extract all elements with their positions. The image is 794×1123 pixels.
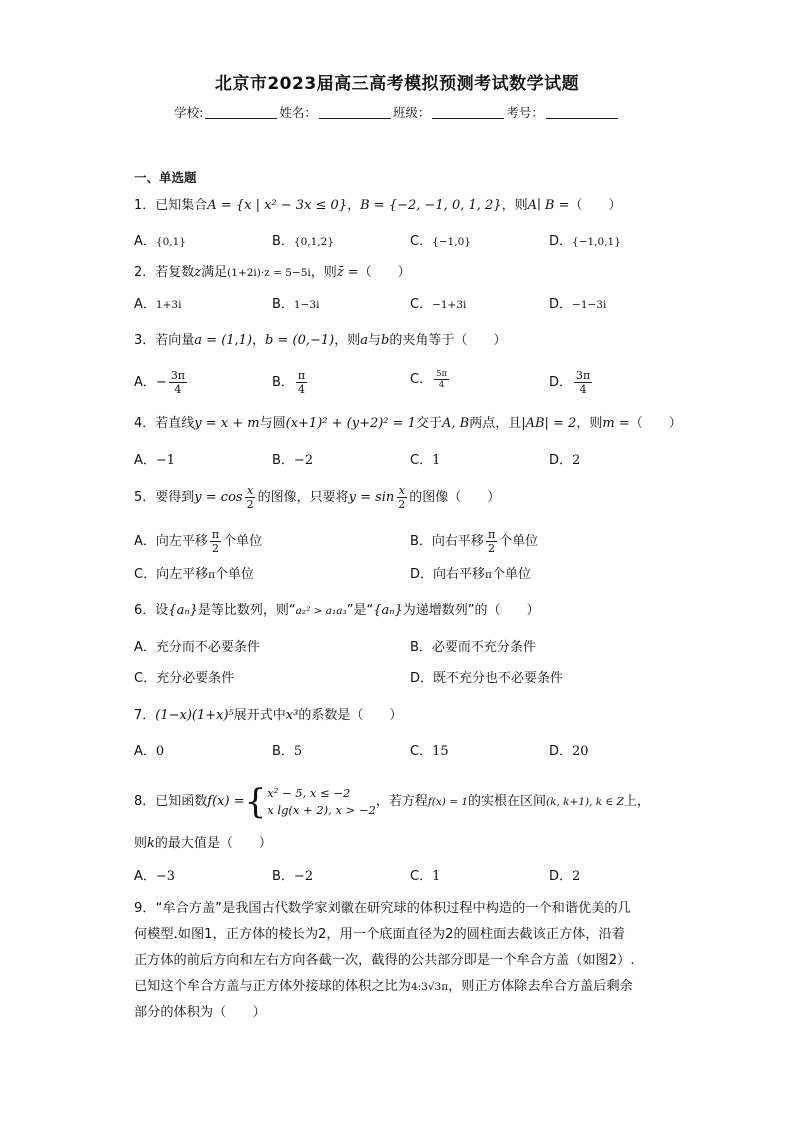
option-text: 个单位 (499, 534, 539, 549)
piecewise-brace (244, 781, 376, 822)
option-label: A． (134, 869, 156, 884)
question-number: 9． (134, 901, 156, 916)
fraction-denominator: 4 (174, 383, 182, 396)
option-text: 2 (572, 453, 581, 468)
question-text: ，则 (334, 333, 361, 348)
question-text: （ ） (358, 265, 411, 280)
option-label: A． (134, 640, 156, 655)
option-label: C． (134, 567, 157, 582)
question-text: ， (252, 333, 266, 348)
option-d (549, 742, 589, 762)
question-text: 若直线 (155, 416, 195, 431)
option-text: −1−3i (572, 299, 607, 311)
fraction (396, 484, 407, 511)
fraction-numerator: x (246, 484, 254, 497)
math-expression: (1−x)(1+x)⁵ (155, 708, 234, 723)
option-d (549, 369, 594, 396)
option-text: 1 (432, 869, 441, 884)
math-expression: y = cos (194, 490, 243, 505)
option-label: A． (134, 375, 156, 390)
option-c (410, 742, 449, 762)
math-expression: k (147, 836, 155, 851)
math-expression: |AB| = 2 (521, 416, 577, 431)
option-text: 充分必要条件 (156, 671, 235, 686)
question-text: 已知这个牟合方盖与正方体外接球的体积之比为 (134, 979, 411, 994)
math-expression: {aₙ} (168, 603, 198, 618)
option-label: A． (134, 534, 156, 549)
option-d (410, 565, 531, 585)
name-blank (319, 106, 391, 119)
option-text: {0,1} (155, 236, 186, 248)
question-8-line-2 (134, 834, 272, 854)
fraction-denominator: 4 (579, 383, 587, 396)
option-a (134, 295, 181, 315)
math-expression: 4:3√3π (410, 981, 449, 993)
question-text: ，则正方体除去牟合方盖后剩余 (448, 979, 633, 994)
question-text: 的实根在区间 (468, 794, 547, 809)
question-text: 的图像，只要将 (257, 490, 349, 505)
option-text: 个单位 (215, 567, 255, 582)
question-text: 的系数是（ ） (298, 708, 403, 723)
question-2 (134, 263, 411, 283)
question-text: 则 (134, 836, 148, 851)
option-d (549, 451, 580, 471)
question-text: 是等比数列，则“ (197, 603, 296, 618)
school-label: 学校: (174, 105, 204, 120)
option-text: 充分而不必要条件 (155, 640, 260, 655)
option-a (134, 528, 262, 555)
question-number: 5． (134, 490, 156, 505)
option-c (410, 295, 466, 315)
fraction-numerator: π (297, 369, 306, 382)
option-b (272, 295, 319, 315)
fraction (486, 528, 497, 555)
option-label: D． (549, 744, 573, 759)
fraction (169, 369, 187, 396)
question-text: 的夹角等于（ ） (389, 333, 507, 348)
fraction-denominator: 4 (298, 383, 306, 396)
math-expression: a₂² > a₁a₃ (295, 605, 347, 617)
math-expression: π (485, 569, 492, 581)
option-label: B． (272, 375, 294, 390)
option-label: D． (549, 297, 573, 312)
option-b (272, 369, 309, 396)
option-text: 向左平移 (156, 567, 209, 582)
option-b (272, 742, 302, 762)
math-expression: x³ (285, 708, 299, 723)
option-label: D． (549, 453, 573, 468)
option-a (134, 867, 175, 887)
option-label: C． (410, 234, 433, 249)
option-d (549, 232, 621, 252)
section-title: 一、单选题 (134, 170, 197, 185)
question-9-line-4 (134, 974, 668, 1000)
question-text: 两点，且 (469, 416, 522, 431)
question-text: 已知集合 (155, 198, 208, 213)
option-text: 向左平移 (155, 534, 208, 549)
math-expression: B = {−2, −1, 0, 1, 2} (360, 198, 502, 213)
math-expression: y = sin (348, 490, 395, 505)
option-b (272, 232, 334, 252)
page-title: 北京市2023届高三高考模拟预测考试数学试题 (214, 74, 580, 94)
question-text: 与 (368, 333, 382, 348)
option-label: D． (549, 375, 573, 390)
fraction-numerator: π (487, 528, 496, 541)
option-text: 0 (155, 744, 165, 759)
option-text: 向右平移 (433, 567, 486, 582)
question-number: 8． (134, 794, 156, 809)
option-text: 5 (293, 744, 303, 759)
option-label: C． (410, 869, 433, 884)
option-label: D． (549, 234, 573, 249)
question-text: ”是“ (346, 603, 374, 618)
option-b (410, 528, 538, 555)
math-expression: π (208, 569, 215, 581)
option-text: {−1,0,1} (572, 236, 621, 248)
option-c (410, 369, 451, 390)
question-text: ，则 (310, 265, 337, 280)
option-c (134, 669, 234, 689)
fraction (210, 528, 221, 555)
option-label: A． (134, 297, 156, 312)
option-label: C． (410, 372, 433, 387)
option-label: A． (134, 744, 156, 759)
fraction (434, 369, 449, 390)
school-blank (205, 106, 277, 119)
question-9-line-5: 部分的体积为（ ） (134, 1005, 266, 1020)
option-text: 1−3i (293, 299, 320, 311)
question-6 (134, 601, 540, 621)
option-a (134, 451, 175, 471)
question-number: 1． (134, 198, 156, 213)
question-text: 上， (623, 794, 650, 809)
option-label: D． (410, 567, 434, 582)
fraction-numerator: 3π (576, 369, 591, 382)
option-c (134, 565, 254, 585)
option-text: 向右平移 (431, 534, 484, 549)
exam-no-blank (546, 106, 618, 119)
fraction-numerator: 5π (436, 369, 448, 379)
name-label: 姓名： (279, 105, 317, 120)
question-text: 为递增数列”的（ ） (402, 603, 540, 618)
question-number: 3． (134, 333, 156, 348)
question-text: ，则 (501, 198, 528, 213)
option-a (134, 232, 186, 252)
fraction-numerator: x (398, 484, 405, 497)
question-9-line-3: 正方体的前后方向和左右方向各截一次，截得的公共部分即是一个牟合方盖（如图2）. (134, 953, 635, 968)
option-label: B． (272, 297, 294, 312)
question-text: 满足 (201, 265, 228, 280)
fraction-numerator: 3π (170, 369, 186, 382)
option-label: C． (410, 297, 433, 312)
piecewise-case: x lg(x + 2), x > −2 (267, 802, 376, 817)
option-label: B． (410, 640, 432, 655)
option-a (134, 638, 260, 658)
math-expression: m = (602, 416, 630, 431)
option-text: −1 (155, 453, 176, 468)
question-text: ， (347, 198, 361, 213)
question-text: “牟合方盖”是我国古代数学家刘徽在研究球的体积过程中构造的一个和谐优美的几 (155, 901, 631, 916)
option-text: 15 (432, 744, 449, 759)
student-info-line (0, 103, 794, 121)
question-text: ，则 (576, 416, 603, 431)
question-5 (134, 484, 500, 511)
fraction-denominator: 4 (438, 380, 445, 390)
left-brace-symbol: { (244, 781, 267, 822)
math-expression: f(x) = (207, 794, 245, 809)
question-text: 的最大值是（ ） (154, 836, 272, 851)
math-expression: A = {x | x² − 3x ≤ 0} (207, 198, 348, 213)
math-expression: {aₙ} (373, 603, 403, 618)
option-label: D． (549, 869, 573, 884)
option-c (410, 232, 471, 252)
question-number: 2． (134, 265, 156, 280)
option-b (272, 867, 313, 887)
question-text: 交于 (415, 416, 442, 431)
option-text: 20 (572, 744, 589, 759)
option-text: −3 (155, 869, 176, 884)
question-text: 若向量 (155, 333, 195, 348)
math-expression: f(x) = 1 (427, 796, 469, 808)
option-text: 1 (432, 453, 441, 468)
question-9-line-2: 何模型.如图1，正方体的棱长为2，用一个底面直径为2的圆柱面去截该正方体，沿着 (134, 927, 625, 942)
option-text: 2 (572, 869, 581, 884)
question-text: 与圆 (259, 416, 286, 431)
piecewise-case: x² − 5, x ≤ −2 (267, 785, 351, 800)
fraction-numerator: π (211, 528, 220, 541)
option-d (549, 867, 580, 887)
option-text: 个单位 (223, 534, 263, 549)
class-blank (432, 106, 504, 119)
question-number: 7． (134, 708, 156, 723)
fraction-denominator: 2 (212, 542, 220, 555)
option-text: 既不充分也不必要条件 (433, 671, 564, 686)
math-expression: (x+1)² + (y+2)² = 1 (285, 416, 416, 431)
option-label: B． (410, 534, 432, 549)
question-1 (134, 196, 621, 216)
option-text: 必要而不充分条件 (431, 640, 536, 655)
option-d (410, 669, 563, 689)
piecewise-cases (267, 785, 376, 819)
option-text: 1+3i (155, 299, 182, 311)
fraction (574, 369, 592, 396)
option-label: A． (134, 234, 156, 249)
option-label: C． (134, 671, 157, 686)
option-text: {0,1,2} (293, 236, 334, 248)
fraction-denominator: 2 (398, 498, 406, 511)
option-text: 个单位 (491, 567, 531, 582)
option-b (272, 451, 313, 471)
math-expression: b (381, 333, 390, 348)
class-label: 班级： (392, 105, 431, 120)
option-text: −2 (293, 453, 314, 468)
fraction-denominator: 2 (246, 498, 254, 511)
option-c (410, 867, 440, 887)
math-expression: A∣ B = (527, 198, 570, 213)
math-expression: b = (0,−1) (265, 333, 335, 348)
fraction (245, 484, 256, 511)
question-text: 展开式中 (233, 708, 286, 723)
question-9 (134, 896, 668, 1026)
option-label: B． (272, 869, 294, 884)
option-text: −2 (293, 869, 314, 884)
option-label: A． (134, 453, 156, 468)
math-expression: z̄ = (336, 265, 359, 280)
exam-no-label: 考号： (506, 105, 544, 120)
fraction (296, 369, 307, 396)
question-text: 的图像（ ） (409, 490, 501, 505)
option-text: −1+3i (432, 299, 467, 311)
question-number: 4． (134, 416, 156, 431)
math-expression: z (194, 265, 202, 280)
question-text: 要得到 (155, 490, 195, 505)
option-a (134, 742, 164, 762)
option-b (410, 638, 536, 658)
math-expression: a = (1,1) (194, 333, 253, 348)
math-expression: a (360, 333, 369, 348)
question-4 (134, 414, 682, 434)
question-text: 若复数 (155, 265, 195, 280)
option-label: B． (272, 744, 294, 759)
question-3 (134, 331, 506, 351)
math-expression: y = x + m (194, 416, 260, 431)
question-number: 6． (134, 603, 156, 618)
option-a (134, 369, 189, 396)
option-label: B． (272, 453, 294, 468)
question-8 (134, 782, 650, 822)
option-sign: − (155, 375, 167, 390)
question-text: ，若方程 (375, 794, 428, 809)
option-label: B． (272, 234, 294, 249)
question-text: （ ） (569, 198, 622, 213)
math-expression: A, B (441, 416, 470, 431)
math-expression: (k, k+1), k ∈ Z (546, 796, 624, 808)
question-text: 已知函数 (155, 794, 208, 809)
option-text: {−1,0} (432, 236, 471, 248)
question-7 (134, 706, 402, 726)
option-c (410, 451, 440, 471)
question-text: （ ） (629, 416, 682, 431)
question-9-line-1 (134, 896, 668, 922)
option-d (549, 295, 606, 315)
math-expression: (1+2i)·z = 5−5i (227, 267, 311, 279)
option-label: C． (410, 744, 433, 759)
option-label: C． (410, 453, 433, 468)
option-label: D． (410, 671, 434, 686)
fraction-denominator: 2 (488, 542, 496, 555)
question-text: 设 (155, 603, 169, 618)
